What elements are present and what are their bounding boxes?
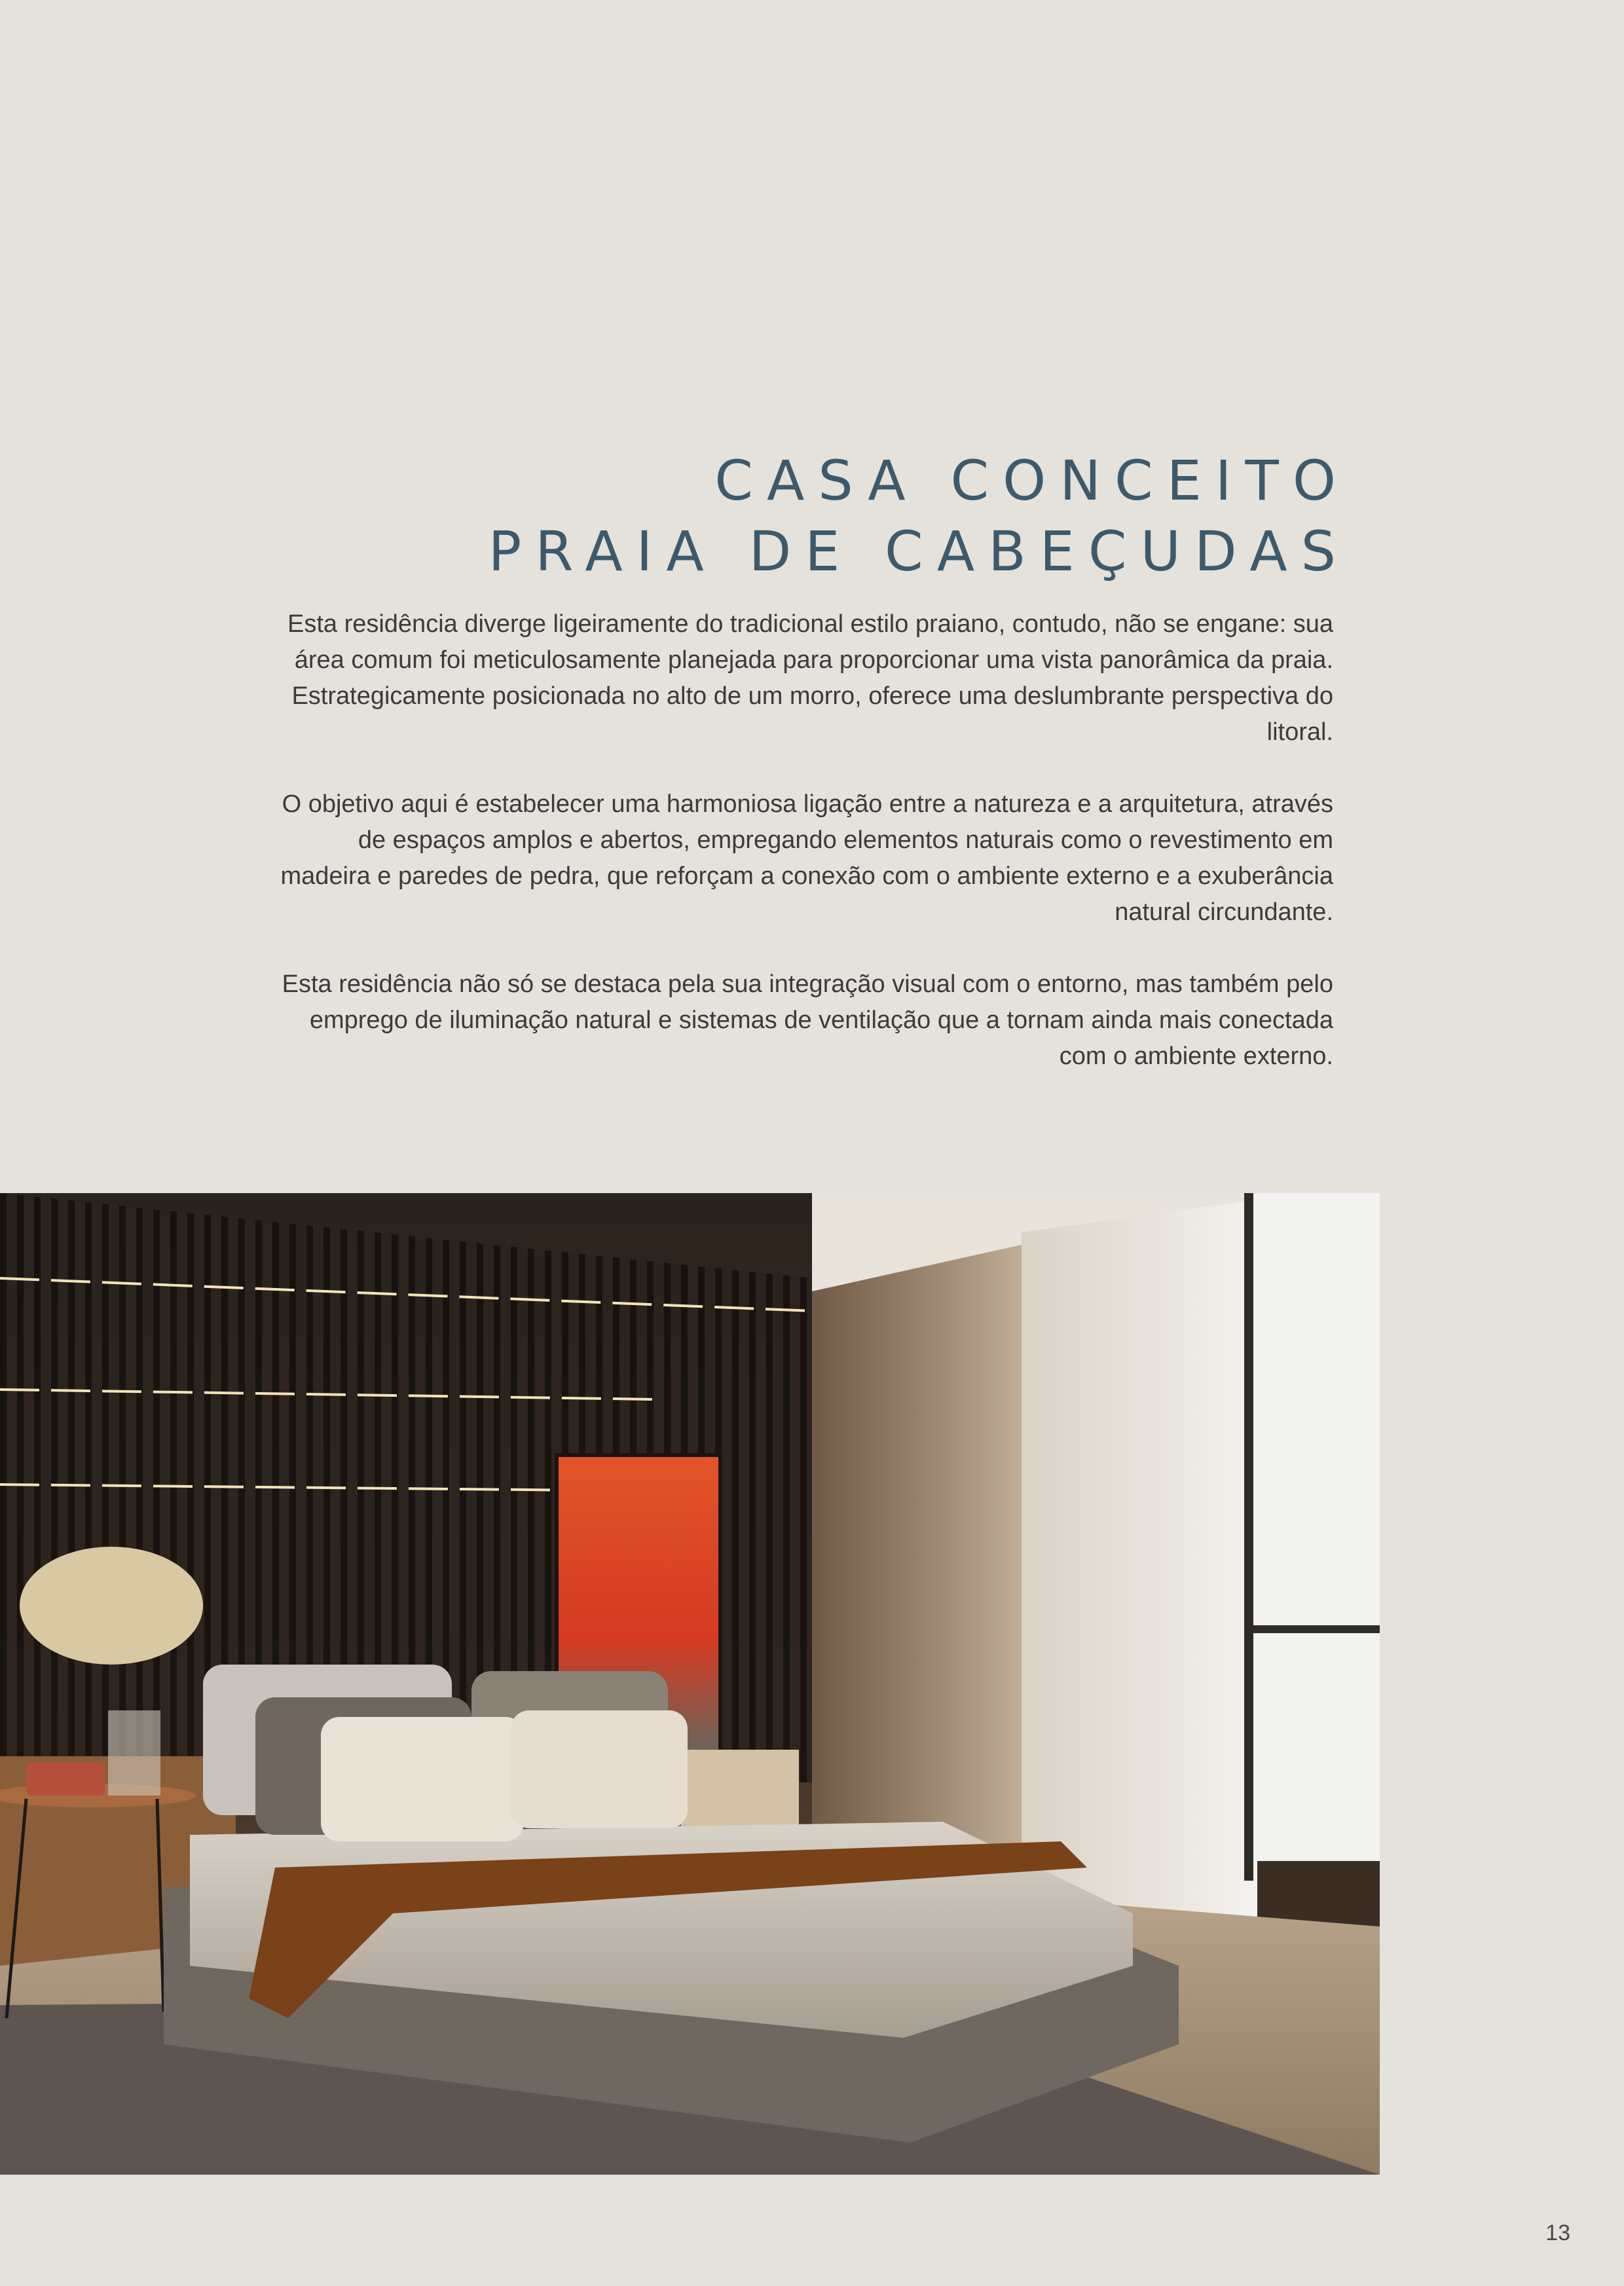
page-number: 13 bbox=[1545, 2221, 1570, 2245]
paragraph-1: Esta residência diverge ligeiramente do tradicional estilo praiano, contudo, não se engane: sua área comum foi meticulosamente planejada para proporcionar uma vista panorâmica da praia. Estrategicamente posicionada no alto de um morro, oferece uma deslumbrante perspectiva do litoral. bbox=[287, 610, 1333, 746]
page-title bbox=[488, 445, 1350, 587]
title-line-2: PRAIA DE CABEÇUDAS bbox=[488, 519, 1350, 583]
title-line-1: CASA CONCEITO bbox=[714, 449, 1350, 513]
bedroom-photo bbox=[0, 1193, 1380, 2175]
paragraph-2: O objetivo aqui é estabelecer uma harmoniosa ligação entre a natureza e a arquitetura, através de espaços amplos e abertos, empregando elementos naturais como o revestimento em madeira e paredes de pedra, que reforçam a conexão com o ambiente externo e a exuberância natural circundante. bbox=[280, 790, 1333, 926]
paragraph-3: Esta residência não só se destaca pela sua integração visual com o entorno, mas também pelo emprego de iluminação natural e sistemas de ventilação que a tornam ainda mais conectada com o ambiente externo. bbox=[282, 970, 1333, 1070]
body-text bbox=[272, 606, 1333, 1111]
